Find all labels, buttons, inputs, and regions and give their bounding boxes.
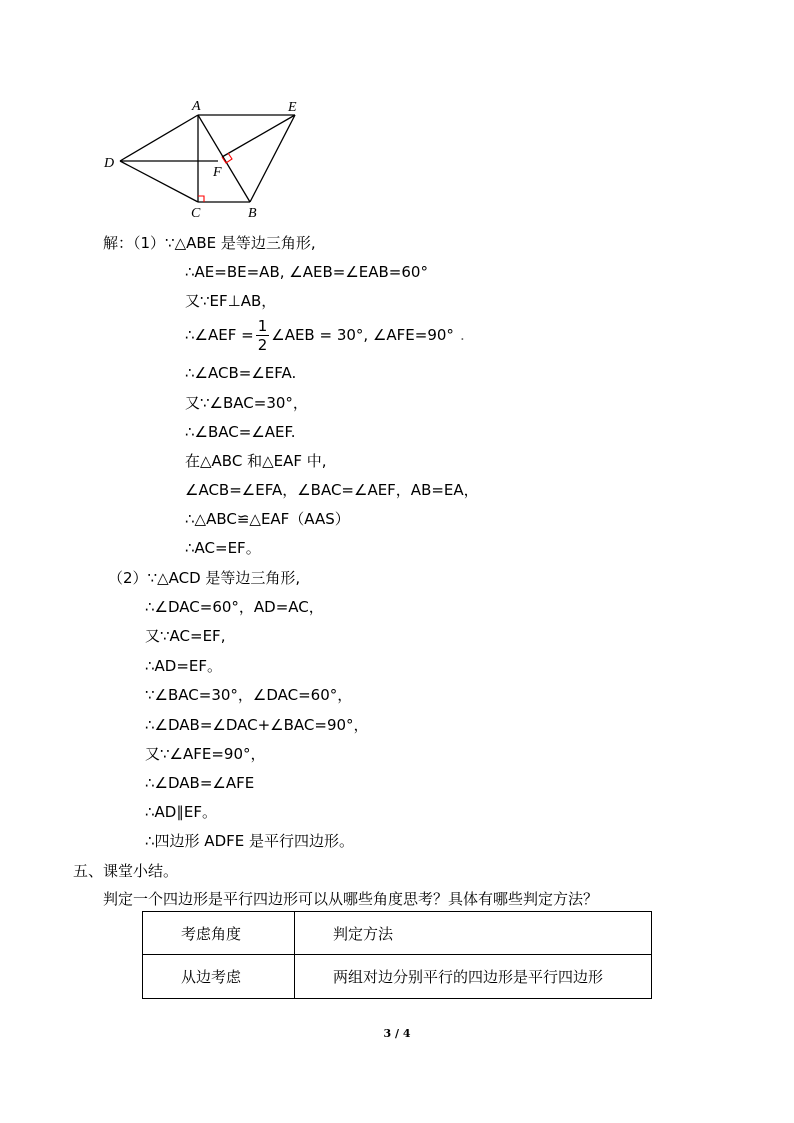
table-header-cell: 判定方法 <box>295 912 652 955</box>
solution-line-3: 又∵EF⊥AB， <box>185 292 277 310</box>
solution-line-4 <box>185 313 465 357</box>
point-label-B: B <box>248 206 257 221</box>
part2-line-9: ∴AD∥EF。 <box>145 803 217 821</box>
point-label-F: F <box>213 165 222 180</box>
segment-AB <box>198 115 250 202</box>
point-label-C: C <box>191 206 201 221</box>
right-angle-C <box>198 196 204 202</box>
part2-line-10: ∴四边形 ADFE 是平行四边形。 <box>145 832 354 850</box>
line-4-end: . <box>459 326 465 344</box>
section-title: 五、课堂小结。 <box>73 862 179 880</box>
part2-line-3: 又∵AC=EF, <box>145 627 226 645</box>
solution-line-8: 在△ABC 和△EAF 中, <box>185 452 327 470</box>
line-4-suffix: ∠AEB = 30°, ∠AFE=90° <box>271 326 454 344</box>
part2-line-8: ∴∠DAB=∠AFE <box>145 774 255 792</box>
fraction-numerator: 1 <box>257 316 268 335</box>
point-label-D: D <box>104 156 115 171</box>
solution-line-7: ∴∠BAC=∠AEF. <box>185 423 296 441</box>
point-label-E: E <box>288 100 297 115</box>
solution-line-1: 解：（1）∵△ABE 是等边三角形, <box>103 234 316 252</box>
table-cell: 从边考虑 <box>143 955 295 999</box>
solution-line-10: ∴△ABC≌△EAF（AAS） <box>185 510 350 528</box>
solution-line-9: ∠ACB=∠EFA，∠BAC=∠AEF，AB=EA， <box>185 481 479 499</box>
table-header-cell: 考虑角度 <box>143 912 295 955</box>
part2-line-4: ∴AD=EF。 <box>145 657 223 675</box>
part2-line-7: 又∵∠AFE=90°， <box>145 745 266 763</box>
table-row <box>143 955 652 999</box>
fraction-one-half <box>256 317 270 354</box>
summary-table <box>142 911 652 999</box>
solution-line-2: ∴AE=BE=AB, ∠AEB=∠EAB=60° <box>185 263 428 281</box>
part2-line-6: ∴∠DAB=∠DAC+∠BAC=90°， <box>145 716 369 734</box>
section-question: 判定一个四边形是平行四边形可以从哪些角度思考？具体有哪些判定方法？ <box>103 890 599 908</box>
table-cell: 两组对边分别平行的四边形是平行四边形 <box>295 955 652 999</box>
point-label-A: A <box>192 99 201 114</box>
segment-DC <box>120 161 198 202</box>
part2-line-2: ∴∠DAC=60°，AD=AC， <box>145 598 324 616</box>
solution-line-5: ∴∠ACB=∠EFA. <box>185 364 297 382</box>
part2-line-1: （2）∵△ACD 是等边三角形, <box>108 569 301 587</box>
fraction-denominator: 2 <box>257 335 268 354</box>
table-header-row <box>143 912 652 955</box>
solution-line-6: 又∵∠BAC=30°， <box>185 394 308 412</box>
part2-line-5: ∵∠BAC=30°，∠DAC=60°， <box>145 686 353 704</box>
line-4-prefix: ∴∠AEF = <box>185 326 254 344</box>
page-number: 3 / 4 <box>383 1027 411 1040</box>
segment-DA <box>120 115 198 161</box>
geometry-figure <box>96 94 312 222</box>
solution-line-11: ∴AC=EF。 <box>185 539 261 557</box>
